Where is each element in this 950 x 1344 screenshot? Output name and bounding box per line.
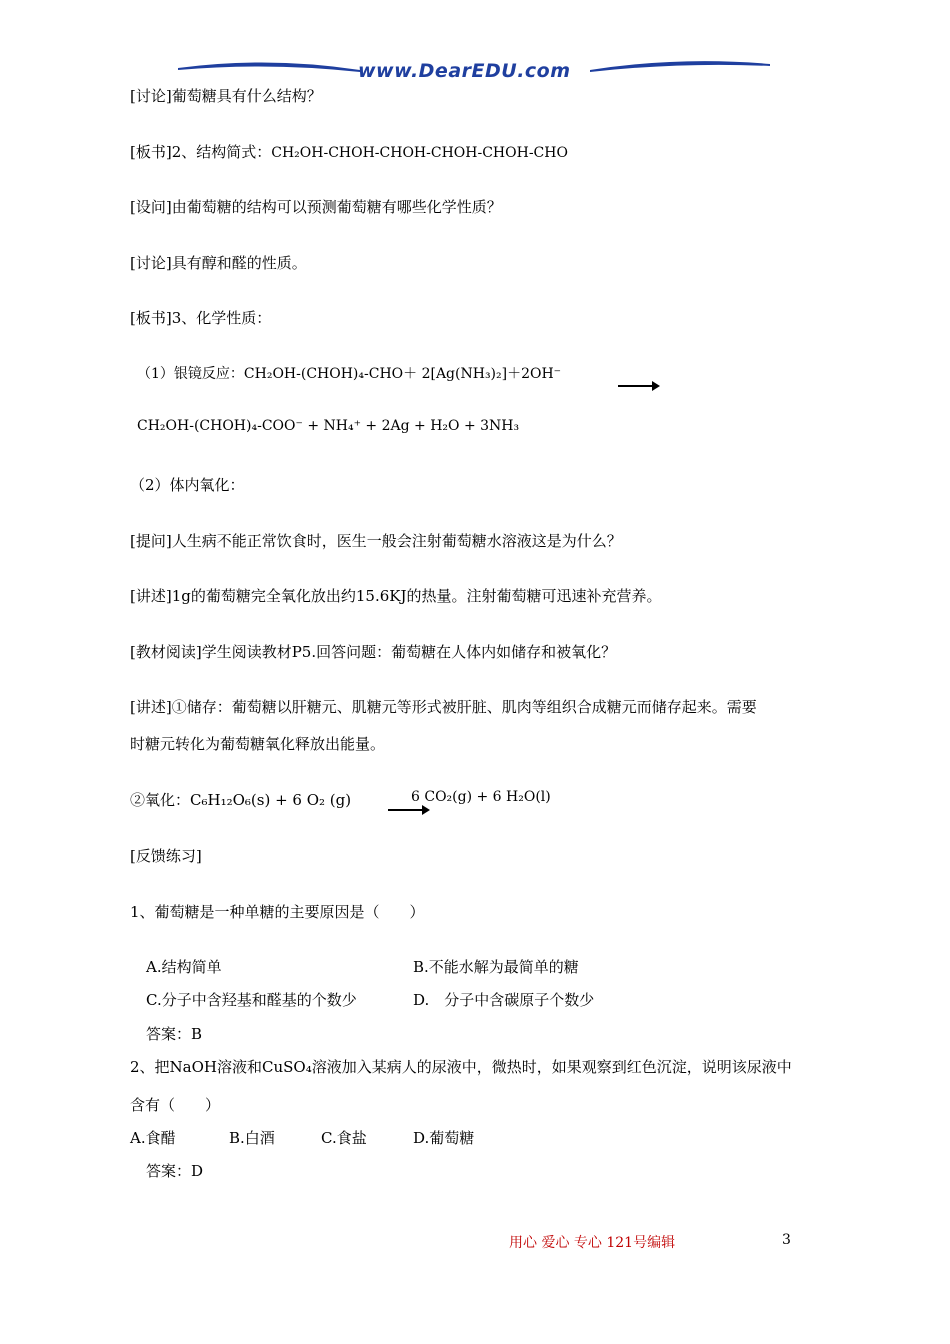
silver-mirror-reaction: （1）银镜反应：CH₂OH-(CHOH)₄-CHO＋ 2[Ag(NH₃)₂]＋2OH⁻: [137, 366, 562, 382]
q1-option-a: A.结构简单: [146, 958, 222, 976]
q1-option-b: B.不能水解为最简单的糖: [413, 958, 579, 976]
q1-stem: 1、葡萄糖是一种单糖的主要原因是（ ）: [130, 903, 425, 921]
q2-stem-2: 含有（ ）: [130, 1096, 221, 1114]
page-number: 3: [782, 1232, 791, 1248]
discussion-structure: [讨论]葡萄糖具有什么结构？: [130, 87, 322, 105]
q2-option-b: B.白酒: [229, 1129, 275, 1147]
header-logo[interactable]: www.DearEDU.com: [358, 60, 571, 82]
narration-storage-1: [讲述]①储存：葡萄糖以肝糖元、肌糖元等形式被肝脏、肌肉等组织合成糖元而储存起来。需要: [130, 698, 757, 716]
glucose-formula: CH₂OH-CHOH-CHOH-CHOH-CHOH-CHO: [271, 145, 568, 161]
footer-text: 用心 爱心 专心 121号编辑: [509, 1235, 676, 1251]
oxidation-right: 6 CO₂(g) + 6 H₂O(l): [411, 789, 551, 805]
feedback-exercises: [反馈练习]: [130, 847, 202, 865]
q2-stem-1: 2、把NaOH溶液和CuSO₄溶液加入某病人的尿液中，微热时，如果观察到红色沉淀，说明该尿液中: [130, 1058, 792, 1076]
narration-storage-2: 时糖元转化为葡萄糖氧化释放出能量。: [130, 735, 386, 753]
q2-option-c: C.食盐: [321, 1129, 367, 1147]
textbook-reading: [教材阅读]学生阅读教材P5.回答问题：葡萄糖在人体内如储存和被氧化？: [130, 643, 617, 661]
question-injection: [提问]人生病不能正常饮食时，医生一般会注射葡萄糖水溶液这是为什么？: [130, 532, 622, 550]
q1-option-d: D. 分子中含碳原子个数少: [413, 991, 595, 1009]
question-properties: [设问]由葡萄糖的结构可以预测葡萄糖有哪些化学性质？: [130, 198, 502, 216]
oxidation-left: ②氧化：C₆H₁₂O₆(s) + 6 O₂ (g): [130, 791, 352, 809]
oxidation-arrow: [388, 809, 428, 811]
narration-energy: [讲述]1g的葡萄糖完全氧化放出约15.6KJ的热量。注射葡萄糖可迅速补充营养。: [130, 587, 662, 605]
silver-mirror-products: CH₂OH-(CHOH)₄-COO⁻ + NH₄⁺ + 2Ag + H₂O + 3NH₃: [137, 418, 520, 434]
board-chemical-properties: [板书]3、化学性质：: [130, 309, 272, 327]
header-swoosh-right: [590, 58, 770, 74]
q2-answer: 答案：D: [146, 1162, 204, 1180]
in-vivo-oxidation: （2）体内氧化：: [130, 476, 245, 494]
q2-option-d: D.葡萄糖: [413, 1129, 475, 1147]
discussion-properties: [讨论]具有醇和醛的性质。: [130, 254, 307, 272]
header-swoosh-left: [178, 58, 360, 74]
board-structure-prefix: [板书]2、结构简式：: [130, 143, 272, 161]
q1-answer: 答案：B: [146, 1025, 203, 1043]
q2-option-a: A.食醋: [130, 1129, 176, 1147]
q1-option-c: C.分子中含羟基和醛基的个数少: [146, 991, 357, 1009]
board-structure: [130, 141, 568, 162]
reaction-arrow: [618, 385, 658, 387]
